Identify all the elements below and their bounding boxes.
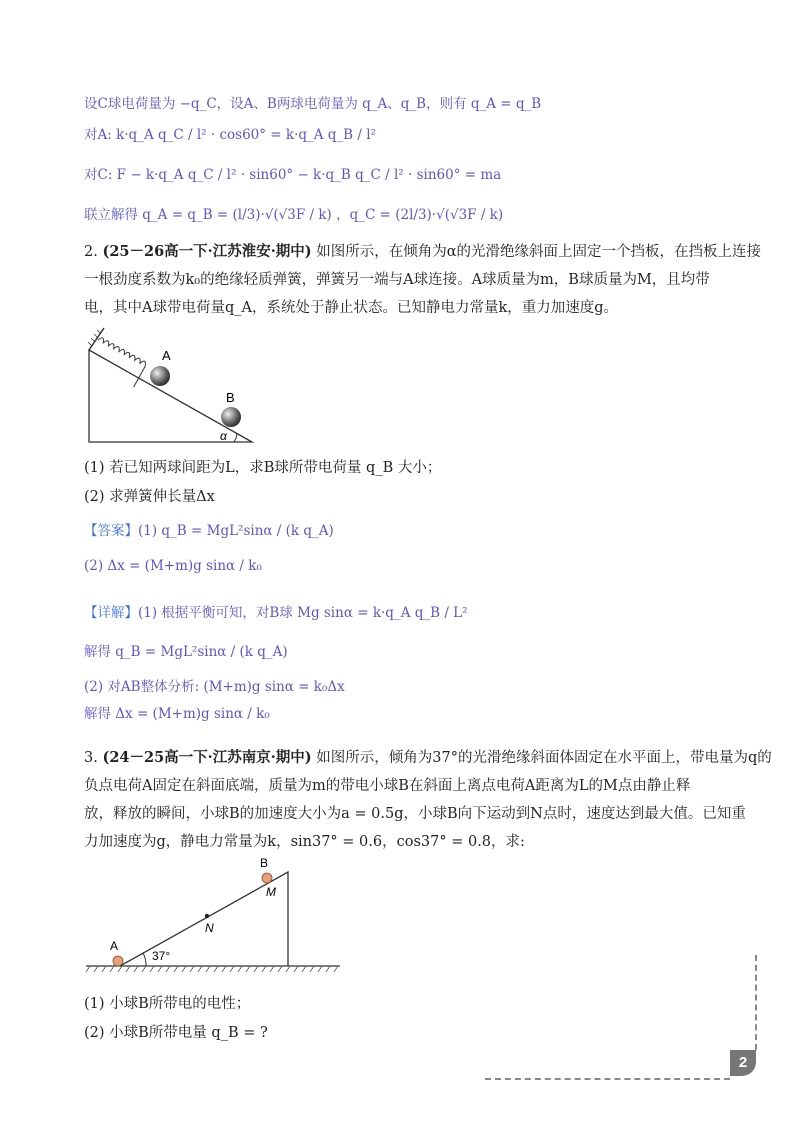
answer-1: (1) q_B = MgL²sinα / (k q_A) [138, 523, 334, 539]
prev-solution-line-3: 对C: F − k·q_A q_C / l² · sin60° − k·q_B q_C / l² · sin60° = ma [84, 167, 502, 183]
angle-arc-37 [143, 953, 146, 966]
incline-3 [120, 872, 288, 966]
prev-solution-line-2: 对A: k·q_A q_C / l² · cos60° = k·q_A q_B / l² [84, 127, 376, 143]
prev-solution-line-4: 联立解得 q_A = q_B = (l/3)·√(√3F / k) ，q_C = (2l/3)·√(√3F / k) [84, 207, 504, 223]
label-alpha: α [220, 429, 227, 443]
problem3-figure [84, 852, 344, 978]
label-b3: B [260, 856, 269, 870]
label-m: M [266, 885, 276, 899]
problem3-source: (24－25高一下·江苏南京·期中) [102, 749, 312, 766]
label-b: B [226, 390, 235, 405]
spring [86, 337, 147, 388]
answer-tag: 【答案】 [84, 523, 138, 539]
footer-dashed-vertical [755, 955, 757, 1050]
problem3-text-2: 负点电荷A固定在斜面底端，质量为m的带电小球B在斜面上离点电荷A距离为L的M点由静止释 [84, 778, 691, 794]
problem3-text-1: 如图所示，倾角为37°的光滑绝缘斜面体固定在水平面上，带电量为q的 [316, 750, 772, 766]
prev-solution-line-1: 设C球电荷量为 −q_C，设A、B两球电荷量为 q_A、q_B，则有 q_A = q_B [84, 96, 542, 112]
problem2-source: (25－26高一下·江苏淮安·期中) [102, 243, 312, 260]
answer-line-1 [84, 519, 334, 539]
page-number: 2 [730, 1050, 756, 1076]
charge-a [113, 956, 123, 966]
detail-line-1 [84, 601, 468, 621]
point-n [205, 914, 209, 918]
label-a: A [162, 348, 171, 363]
label-37: 37° [152, 949, 171, 963]
problem3-q1: (1) 小球B所带电的电性； [84, 996, 251, 1012]
problem2-q1: (1) 若已知两球间距为L，求B球所带电荷量 q_B 大小； [84, 460, 442, 476]
detail-tag: 【详解】 [84, 605, 138, 621]
footer-dashed-horizontal [485, 1078, 730, 1080]
problem2-line-1 [84, 240, 761, 261]
problem3-text-4: 力加速度为g，静电力常量为k，sin37° = 0.6，cos37° = 0.8，求: [84, 834, 525, 850]
ball-b [221, 407, 241, 427]
answer-2: (2) Δx = (M+m)g sinα / k₀ [84, 558, 262, 574]
ball-b3 [262, 873, 272, 883]
problem2-text-3: 电，其中A球带电荷量q_A，系统处于静止状态。已知静电力常量k，重力加速度g。 [84, 300, 619, 316]
problem3-number: 3. [84, 750, 98, 766]
barrier-hatch [88, 330, 101, 346]
problem2-figure [84, 322, 264, 446]
problem3-line-1 [84, 746, 772, 767]
problem2-text-1: 如图所示，在倾角为α的光滑绝缘斜面上固定一个挡板，在挡板上连接 [316, 244, 762, 260]
barrier-plate [89, 328, 104, 350]
angle-arc [234, 433, 237, 442]
problem3-q2: (2) 小球B所带电量 q_B = ? [84, 1025, 268, 1041]
ball-a [150, 366, 170, 386]
problem2-text-2: 一根劲度系数为k₀的绝缘轻质弹簧，弹簧另一端与A球连接。A球质量为m，B球质量为M，且均带 [84, 272, 710, 288]
problem2-number: 2. [84, 244, 98, 260]
detail-4: 解得 Δx = (M+m)g sinα / k₀ [84, 706, 270, 722]
problem3-text-3: 放，释放的瞬间，小球B的加速度大小为a = 0.5g，小球B向下运动到N点时，速度达到最大值。已知重 [84, 806, 746, 822]
ground-hatch [86, 966, 338, 972]
label-a3: A [110, 939, 119, 953]
detail-2: 解得 q_B = MgL²sinα / (k q_A) [84, 644, 288, 660]
detail-3: (2) 对AB整体分析: (M+m)g sinα = k₀Δx [84, 679, 345, 695]
label-n: N [205, 921, 214, 935]
problem2-q2: (2) 求弹簧伸长量Δx [84, 489, 215, 505]
detail-1: (1) 根据平衡可知，对B球 Mg sinα = k·q_A q_B / L² [138, 605, 468, 621]
